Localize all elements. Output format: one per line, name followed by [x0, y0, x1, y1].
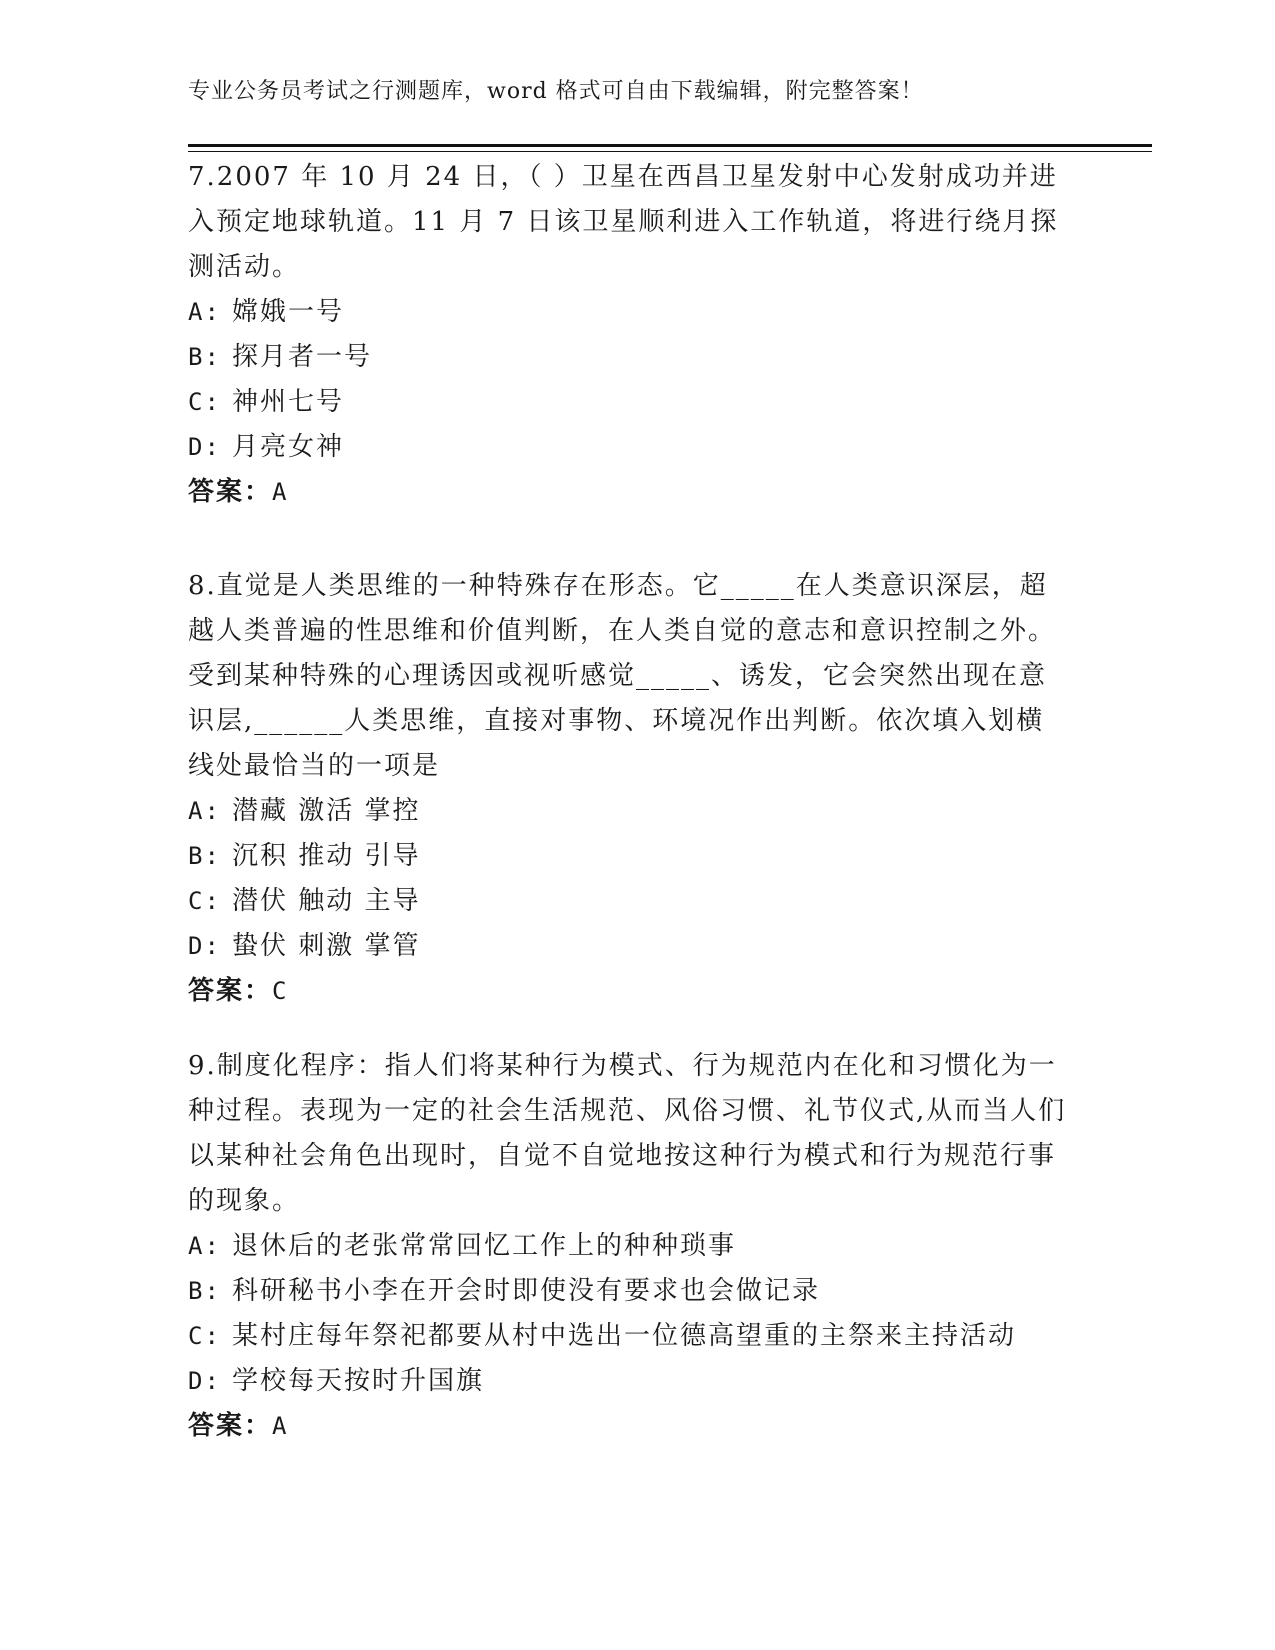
option-key: B: — [188, 842, 221, 870]
option-key: A: — [188, 797, 221, 825]
answer-line — [188, 1404, 1068, 1449]
option-b — [188, 834, 1068, 879]
option-a — [188, 1224, 1068, 1269]
option-c — [188, 1314, 1068, 1359]
option-text: 神州七号 — [232, 387, 345, 417]
option-key: D: — [188, 932, 221, 960]
page-header: 专业公务员考试之行测题库，word 格式可自由下载编辑，附完整答案！ — [188, 79, 924, 104]
question-7 — [188, 155, 1068, 515]
question-8 — [188, 564, 1068, 1014]
option-text: 潜伏 触动 主导 — [232, 886, 421, 916]
option-key: C: — [188, 388, 221, 416]
question-stem: 8.直觉是人类思维的一种特殊存在形态。它_____在人类意识深层，超越人类普遍的性思维和价值判断，在人类自觉的意志和意识控制之外。受到某种特殊的心理诱因或视听感觉_____、诱发，它会突然出现在意识层,______人类思维，直接对事物、环境况作出判断。依次填入划横线处最恰当的一项是 — [188, 571, 1057, 781]
option-b — [188, 335, 1068, 380]
question-stem: 9.制度化程序：指人们将某种行为模式、行为规范内在化和习惯化为一种过程。表现为一定的社会生活规范、风俗习惯、礼节仪式,从而当人们以某种社会角色出现时，自觉不自觉地按这种行为模式和行为规范行事的现象。 — [188, 1051, 1067, 1216]
question-9 — [188, 1044, 1068, 1449]
option-key: B: — [188, 343, 221, 371]
header-rule-thin — [188, 151, 1152, 152]
answer-value: A — [272, 1412, 289, 1440]
option-a — [188, 789, 1068, 834]
option-text: 潜藏 激活 掌控 — [232, 796, 421, 826]
option-key: B: — [188, 1277, 221, 1305]
option-text: 嫦娥一号 — [232, 297, 345, 327]
option-key: C: — [188, 1322, 221, 1350]
option-b — [188, 1269, 1068, 1314]
option-key: A: — [188, 1232, 221, 1260]
option-key: D: — [188, 1367, 221, 1395]
option-key: D: — [188, 433, 221, 461]
option-text: 退休后的老张常常回忆工作上的种种琐事 — [232, 1231, 737, 1261]
option-c — [188, 380, 1068, 425]
option-text: 学校每天按时升国旗 — [232, 1366, 485, 1396]
answer-label: 答案： — [188, 477, 273, 507]
option-key: C: — [188, 887, 221, 915]
option-key: A: — [188, 298, 221, 326]
option-text: 科研秘书小李在开会时即使没有要求也会做记录 — [232, 1276, 821, 1306]
option-text: 月亮女神 — [232, 432, 345, 462]
option-text: 沉积 推动 引导 — [232, 841, 421, 871]
option-d — [188, 425, 1068, 470]
answer-value: C — [272, 977, 289, 1005]
option-text: 某村庄每年祭祀都要从村中选出一位德高望重的主祭来主持活动 — [232, 1321, 1017, 1351]
answer-line — [188, 969, 1068, 1014]
answer-value: A — [272, 478, 289, 506]
answer-label: 答案： — [188, 1411, 273, 1441]
answer-label: 答案： — [188, 976, 273, 1006]
option-text: 探月者一号 — [232, 342, 373, 372]
option-a — [188, 290, 1068, 335]
answer-line — [188, 470, 1068, 515]
header-rule-thick — [188, 144, 1152, 147]
option-d — [188, 1359, 1068, 1404]
option-c — [188, 879, 1068, 924]
option-d — [188, 924, 1068, 969]
question-stem: 7.2007 年 10 月 24 日，（ ）卫星在西昌卫星发射中心发射成功并进入预定地球轨道。11 月 7 日该卫星顺利进入工作轨道，将进行绕月探测活动。 — [188, 162, 1059, 282]
option-text: 蛰伏 刺激 掌管 — [232, 931, 421, 961]
